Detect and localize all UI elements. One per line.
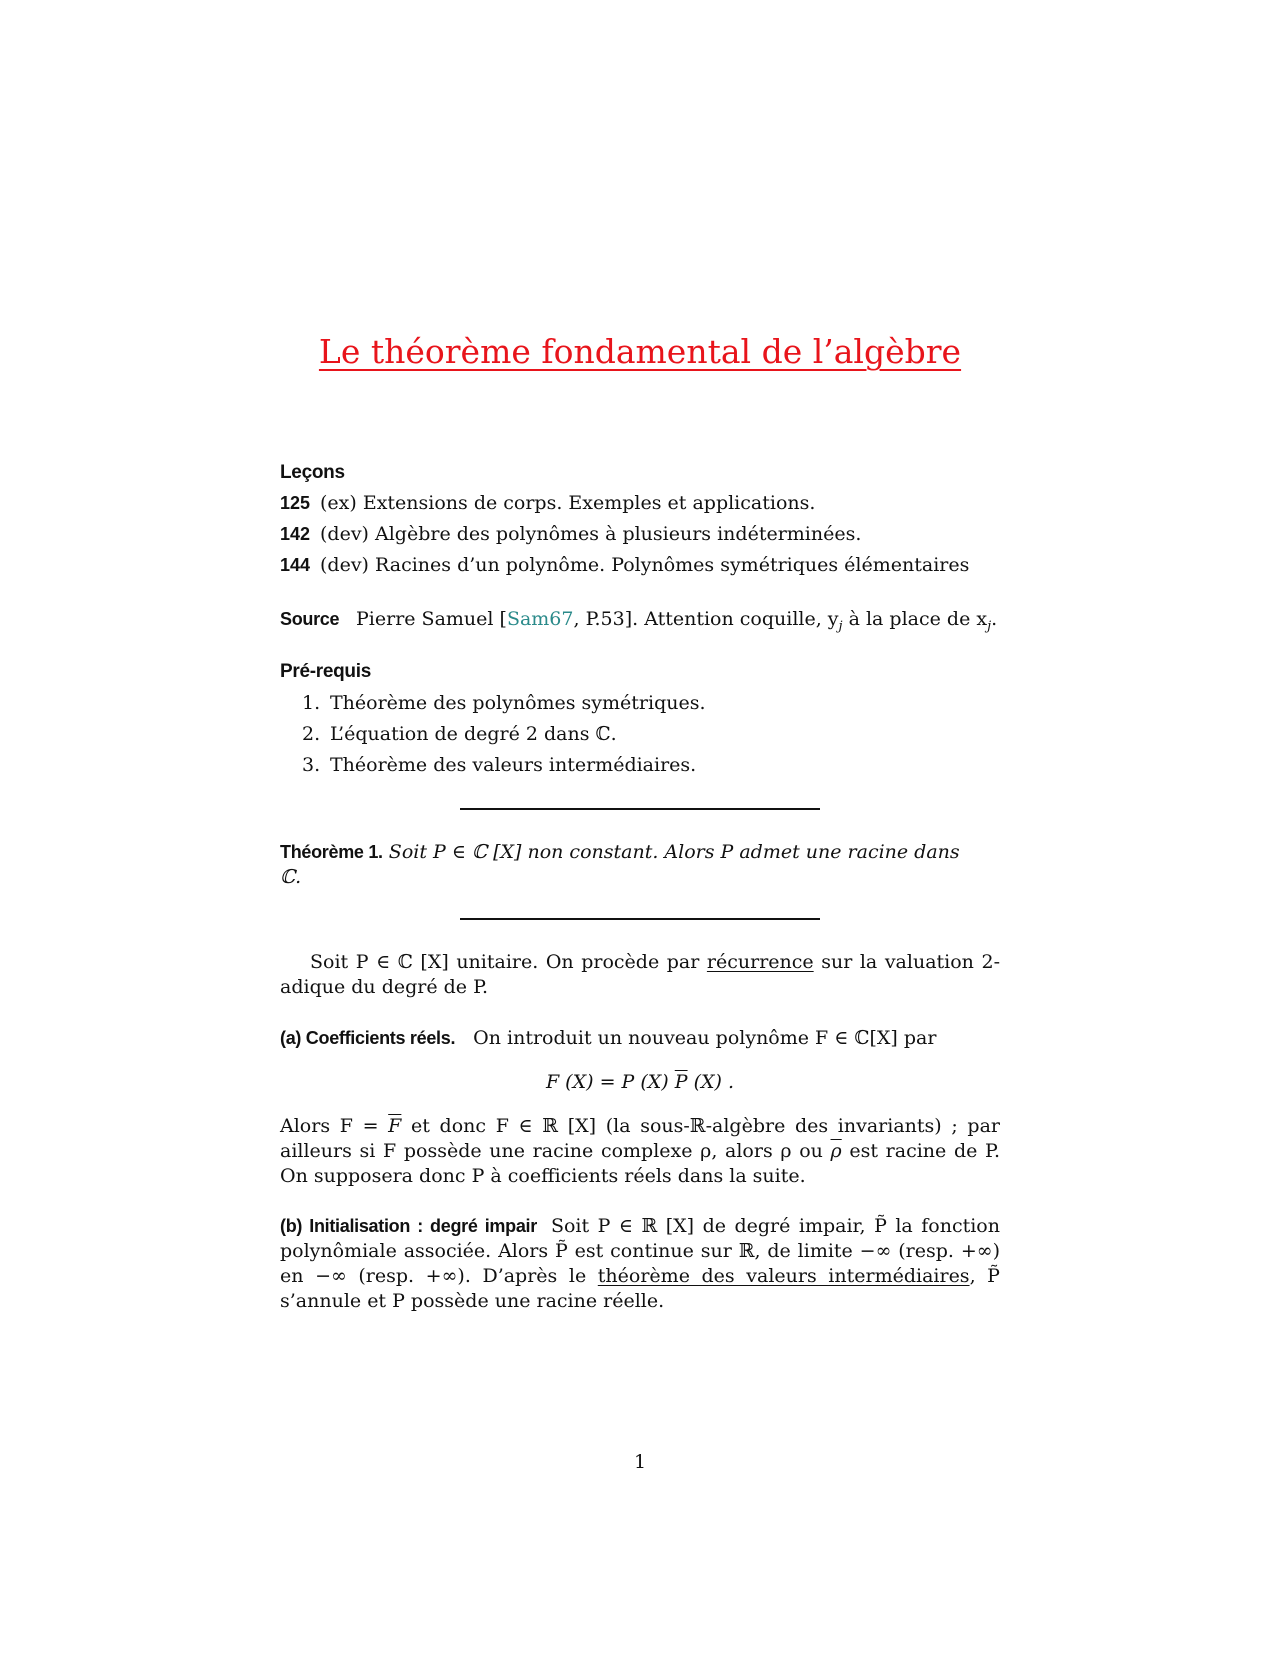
page-number: 1 xyxy=(633,1451,647,1473)
intro-paragraph: Soit P ∈ ℂ [X] unitaire. On procède par récurrence sur la valuation 2-adique du degré de P. xyxy=(280,951,1000,998)
lecon-item: 125 (ex) Extensions de corps. Exemples et applications. xyxy=(280,492,816,514)
divider xyxy=(460,918,820,920)
divider xyxy=(460,808,820,810)
section-b: (b) Initialisation : degré impair Soit P ∈ ℝ [X] de degré impair, P̃ la fonction polynômiale associée. Alors P̃ est continue sur ℝ, de limite −∞ (resp. +∞) en −∞ (resp. +∞). D’après le théorème des valeurs intermédiaires, P̃ s’annule et P possède une racine réelle. xyxy=(280,1215,1000,1312)
prerequis-item: 3. Théorème des valeurs intermédiaires. xyxy=(302,754,697,776)
prerequis-item: 1. Théorème des polynômes symétriques. xyxy=(302,692,706,714)
section-a-lead: (a) Coefficients réels. On introduit un nouveau polynôme F ∈ ℂ[X] par xyxy=(280,1027,937,1049)
prerequis-item: 2. L’équation de degré 2 dans ℂ. xyxy=(302,723,617,745)
lecons-heading: Leçons xyxy=(280,462,345,483)
lecon-item: 142 (dev) Algèbre des polynômes à plusieurs indéterminées. xyxy=(280,523,862,545)
document-title: Le théorème fondamental de l’algèbre xyxy=(318,332,962,371)
section-a-body: Alors $F = \overline{F}$ et donc F ∈ ℝ [X] (la sous-ℝ-algèbre des invariants) ; par ailleurs si F possède une racine complexe ρ, alors ρ ou $\overline{\rho}$ est racine de P. On supposera donc P à coefficients réels dans la suite. xyxy=(280,1115,1000,1187)
prerequis-heading: Pré-requis xyxy=(280,661,371,682)
source-line: Source Pierre Samuel [Sam67, P.53]. Attention coquille, $y_j$ à la place de $x_j$. xyxy=(280,608,998,634)
lecon-item: 144 (dev) Racines d’un polynôme. Polynômes symétriques élémentaires xyxy=(280,554,970,576)
theorem-1: Théorème 1. Soit P ∈ ℂ [X] non constant. Alors P admet une racine dans ℂ. xyxy=(280,841,960,888)
equation-f: F (X) = P (X) $\overline{P}$ (X) . xyxy=(545,1071,735,1093)
citation-link[interactable]: Sam67 xyxy=(506,608,574,630)
